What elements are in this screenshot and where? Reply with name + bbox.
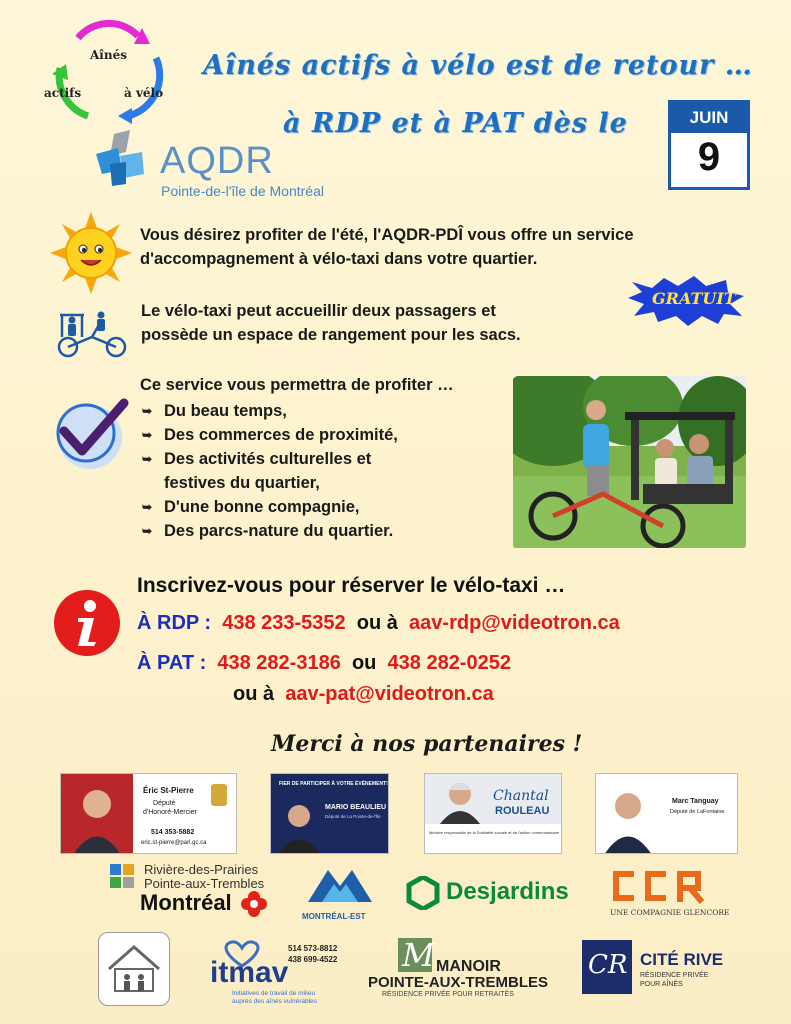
intro-paragraph xyxy=(140,223,634,271)
velo-taxi-paragraph xyxy=(141,299,521,347)
contact-rdp xyxy=(137,612,620,635)
partner-card-rouleau: Chantal ROULEAU Ministre responsable de la Solidarité sociale et de l'action communautaire xyxy=(424,773,562,854)
benefits-paragraph xyxy=(140,373,454,543)
headline-line-1: Aînés actifs à vélo est de retour … xyxy=(203,50,753,81)
pat-or: ou xyxy=(351,652,377,674)
intro-line-2: d'accompagnement à vélo-taxi dans votre quartier. xyxy=(140,250,538,268)
partner-card-tanguay: Marc Tanguay Député de LaFontaine xyxy=(595,773,738,854)
velo-taxi-line-2: possède un espace de rangement pour les sacs. xyxy=(141,326,521,344)
partner-card-st-pierre: Éric St-Pierre Député d'Honoré-Mercier 514 353-5882 eric.st-pierre@parl.gc.ca xyxy=(60,773,237,854)
desjardins-hexagon-icon xyxy=(406,876,440,910)
rdp-or: ou à xyxy=(356,612,398,634)
benefits-list xyxy=(140,399,454,543)
velo-taxi-photo xyxy=(513,376,746,548)
manoir-pat-logo: M MANOIR POINTE-AUX-TREMBLES RÉSIDENCE PRIVÉE POUR RETRAITÉS xyxy=(368,936,548,998)
portrait-photo xyxy=(275,798,323,854)
portrait-photo xyxy=(435,776,485,824)
sun-icon xyxy=(50,212,132,294)
headline-line-2: à RDP et à PAT dès le xyxy=(283,108,628,139)
portrait-photo xyxy=(600,782,656,854)
aqdr-logo-icon xyxy=(96,130,156,186)
cite-rive-logo: CR CITÉ RIVE RÉSIDENCE PRIVÉE POUR AÎNÉS xyxy=(582,940,732,996)
velo-taxi-line-1: Le vélo-taxi peut accueillir deux passagers et xyxy=(141,302,496,320)
calendar-month: JUIN xyxy=(671,103,747,133)
pat-or-2: ou à xyxy=(233,683,275,705)
portrait-photo xyxy=(61,774,133,854)
org-name: AQDR xyxy=(160,140,274,182)
cycle-label-right: à vélo xyxy=(124,86,164,100)
seniors-association-logo xyxy=(98,932,170,1006)
ccr-logo: UNE COMPAGNIE GLENCORE xyxy=(608,868,718,922)
cite-rive-cr-icon: CR xyxy=(582,940,632,994)
benefit-item: ➥ Des activités culturelles et festives du quartier, xyxy=(140,447,454,495)
partners-heading: Merci à nos partenaires ! xyxy=(271,731,583,757)
partner-card-beaulieu: FIER DE PARTICIPER À VOTRE ÉVÉNEMENT! MARIO BEAULIEU Député de La Pointe-de-l'Île xyxy=(270,773,389,854)
cycle-label-top: Aînés xyxy=(90,48,127,62)
coat-of-arms-icon xyxy=(211,784,227,806)
rdp-email-link[interactable]: aav-rdp@videotron.ca xyxy=(409,612,620,634)
org-subtitle: Pointe-de-l'île de Montréal xyxy=(161,183,324,199)
benefit-item: ➥ Des parcs-nature du quartier. xyxy=(140,519,454,543)
benefit-item: ➥ Du beau temps, xyxy=(140,399,454,423)
pat-label: À PAT : xyxy=(137,652,207,674)
cycle-label-left: actifs xyxy=(44,86,82,100)
gratuit-label: GRATUIT xyxy=(652,289,736,308)
contact-pat xyxy=(137,652,511,675)
pat-phone-2[interactable]: 438 282-0252 xyxy=(387,652,511,674)
benefit-item-continued: festives du quartier, xyxy=(164,474,320,492)
rdp-phone[interactable]: 438 233-5352 xyxy=(222,612,346,634)
pat-phone-1[interactable]: 438 282-3186 xyxy=(217,652,341,674)
desjardins-logo: Desjardins xyxy=(406,876,581,912)
info-icon xyxy=(52,588,122,658)
signup-heading: Inscrivez-vous pour réserver le vélo-taxi … xyxy=(137,574,566,597)
rdp-label: À RDP : xyxy=(137,612,212,634)
rdp-pat-montreal-logo: Rivière-des-Prairies Pointe-aux-Trembles Montréal xyxy=(110,862,270,920)
calendar-day: 9 xyxy=(697,135,721,179)
montreal-rosette-icon xyxy=(240,890,268,918)
borough-emblem-icon xyxy=(110,864,134,888)
contact-pat-email xyxy=(233,683,494,706)
checkmark-icon xyxy=(50,395,130,473)
intro-line-1: Vous désirez profiter de l'été, l'AQDR-PDÎ vous offre un service xyxy=(140,226,634,244)
calendar-date xyxy=(668,100,750,190)
manoir-m-icon: M xyxy=(398,938,432,972)
benefit-item: ➥ Des commerces de proximité, xyxy=(140,423,454,447)
velo-taxi-icon xyxy=(54,305,130,359)
benefits-intro: Ce service vous permettra de profiter … xyxy=(140,376,454,394)
aines-actifs-cycle-logo xyxy=(38,18,178,128)
gratuit-badge xyxy=(628,276,746,326)
pat-email-link[interactable]: aav-pat@videotron.ca xyxy=(285,683,494,705)
montreal-est-logo: MONTRÉAL-EST xyxy=(300,862,380,922)
benefit-item: ➥ D'une bonne compagnie, xyxy=(140,495,454,519)
itmav-logo: itmav 514 573-8812 438 699-4522 Initiatives de travail de milieu auprès des aînés vulnérables xyxy=(210,940,360,1006)
